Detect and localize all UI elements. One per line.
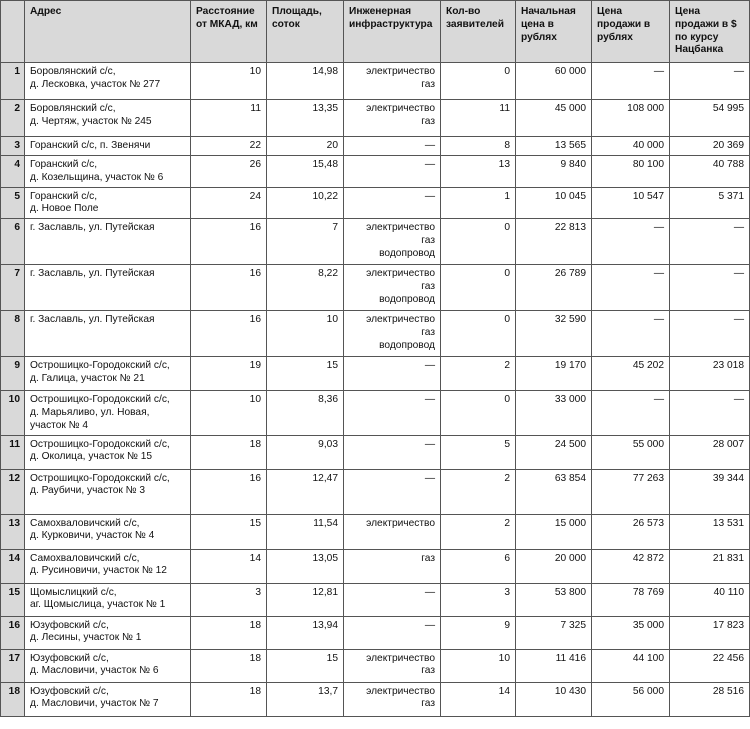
infrastructure-cell: — — [344, 357, 441, 391]
sale-price-rub-cell: — — [592, 311, 670, 357]
sale-price-rub-cell: 42 872 — [592, 549, 670, 583]
infrastructure-cell: электричество газ — [344, 63, 441, 100]
infrastructure-cell: электричество газ — [344, 100, 441, 137]
sale-price-rub-cell: 55 000 — [592, 435, 670, 469]
sale-price-usd-cell: 40 110 — [670, 583, 750, 616]
applicants-cell: 11 — [441, 100, 516, 137]
distance-cell: 18 — [191, 649, 267, 682]
area-cell: 9,03 — [267, 435, 344, 469]
table-row — [1, 100, 750, 137]
start-price-cell: 45 000 — [516, 100, 592, 137]
table-header — [1, 1, 750, 63]
infrastructure-cell: — — [344, 583, 441, 616]
start-price-cell: 10 430 — [516, 682, 592, 716]
area-cell: 20 — [267, 137, 344, 156]
table-row — [1, 357, 750, 391]
sale-price-usd-cell: 40 788 — [670, 156, 750, 188]
infrastructure-cell: — — [344, 137, 441, 156]
infrastructure-cell: — — [344, 391, 441, 435]
distance-cell: 18 — [191, 435, 267, 469]
sale-price-rub-cell: — — [592, 265, 670, 311]
area-cell: 12,81 — [267, 583, 344, 616]
sale-price-rub-cell: 77 263 — [592, 469, 670, 514]
header-start-price: Начальная цена в рублях — [516, 1, 592, 63]
table-row — [1, 682, 750, 716]
sale-price-rub-cell: 26 573 — [592, 514, 670, 549]
infrastructure-cell: — — [344, 469, 441, 514]
header-area: Площадь, соток — [267, 1, 344, 63]
area-cell: 15 — [267, 357, 344, 391]
header-sale-price-rub: Цена продажи в рублях — [592, 1, 670, 63]
header-distance: Расстояние от МКАД, км — [191, 1, 267, 63]
sale-price-usd-cell: 17 823 — [670, 616, 750, 649]
sale-price-rub-cell: 108 000 — [592, 100, 670, 137]
distance-cell: 16 — [191, 469, 267, 514]
address-cell: Боровлянский с/с, д. Лесковка, участок № 277 — [25, 63, 191, 100]
area-cell: 15,48 — [267, 156, 344, 188]
sale-price-usd-cell: — — [670, 219, 750, 265]
table-row — [1, 616, 750, 649]
row-number: 16 — [1, 616, 25, 649]
applicants-cell: 5 — [441, 435, 516, 469]
area-cell: 13,05 — [267, 549, 344, 583]
header-infrastructure: Инженерная инфраструктура — [344, 1, 441, 63]
sale-price-rub-cell: 45 202 — [592, 357, 670, 391]
address-cell: Юзуфовский с/с, д. Масловичи, участок № 7 — [25, 682, 191, 716]
start-price-cell: 32 590 — [516, 311, 592, 357]
sale-price-usd-cell: 28 007 — [670, 435, 750, 469]
address-cell: Горанский с/с, п. Звенячи — [25, 137, 191, 156]
sale-price-usd-cell: — — [670, 63, 750, 100]
row-number: 15 — [1, 583, 25, 616]
area-cell: 10,22 — [267, 187, 344, 219]
area-cell: 7 — [267, 219, 344, 265]
distance-cell: 24 — [191, 187, 267, 219]
row-number: 7 — [1, 265, 25, 311]
row-number: 13 — [1, 514, 25, 549]
distance-cell: 14 — [191, 549, 267, 583]
sale-price-usd-cell: 54 995 — [670, 100, 750, 137]
distance-cell: 3 — [191, 583, 267, 616]
area-cell: 13,94 — [267, 616, 344, 649]
infrastructure-cell: — — [344, 187, 441, 219]
area-cell: 11,54 — [267, 514, 344, 549]
sale-price-usd-cell: — — [670, 391, 750, 435]
row-number: 12 — [1, 469, 25, 514]
applicants-cell: 2 — [441, 514, 516, 549]
start-price-cell: 33 000 — [516, 391, 592, 435]
sale-price-rub-cell: 78 769 — [592, 583, 670, 616]
sale-price-usd-cell: 20 369 — [670, 137, 750, 156]
infrastructure-cell: электричество газ водопровод — [344, 265, 441, 311]
start-price-cell: 11 416 — [516, 649, 592, 682]
start-price-cell: 60 000 — [516, 63, 592, 100]
row-number: 11 — [1, 435, 25, 469]
address-cell: г. Заславль, ул. Путейская — [25, 265, 191, 311]
row-number: 4 — [1, 156, 25, 188]
sale-price-rub-cell: 40 000 — [592, 137, 670, 156]
row-number: 18 — [1, 682, 25, 716]
sale-price-usd-cell: 23 018 — [670, 357, 750, 391]
table-row — [1, 63, 750, 100]
table-row — [1, 156, 750, 188]
row-number: 5 — [1, 187, 25, 219]
area-cell: 8,22 — [267, 265, 344, 311]
distance-cell: 15 — [191, 514, 267, 549]
distance-cell: 16 — [191, 219, 267, 265]
table-row — [1, 583, 750, 616]
table-row — [1, 391, 750, 435]
applicants-cell: 8 — [441, 137, 516, 156]
address-cell: Горанский с/с, д. Новое Поле — [25, 187, 191, 219]
row-number: 6 — [1, 219, 25, 265]
applicants-cell: 6 — [441, 549, 516, 583]
infrastructure-cell: — — [344, 435, 441, 469]
sale-price-usd-cell: 13 531 — [670, 514, 750, 549]
address-cell: г. Заславль, ул. Путейская — [25, 311, 191, 357]
sale-price-rub-cell: 10 547 — [592, 187, 670, 219]
applicants-cell: 14 — [441, 682, 516, 716]
sale-price-usd-cell: 22 456 — [670, 649, 750, 682]
address-cell: Острошицко-Городокский с/с, д. Околица, участок № 15 — [25, 435, 191, 469]
table-row — [1, 549, 750, 583]
table-row — [1, 137, 750, 156]
infrastructure-cell: электричество газ водопровод — [344, 311, 441, 357]
applicants-cell: 0 — [441, 63, 516, 100]
start-price-cell: 10 045 — [516, 187, 592, 219]
address-cell: г. Заславль, ул. Путейская — [25, 219, 191, 265]
start-price-cell: 22 813 — [516, 219, 592, 265]
distance-cell: 26 — [191, 156, 267, 188]
area-cell: 15 — [267, 649, 344, 682]
header-row — [1, 1, 750, 63]
distance-cell: 10 — [191, 391, 267, 435]
start-price-cell: 13 565 — [516, 137, 592, 156]
table-row — [1, 219, 750, 265]
applicants-cell: 2 — [441, 357, 516, 391]
address-cell: Острошицко-Городокский с/с, д. Галица, участок № 21 — [25, 357, 191, 391]
sale-price-rub-cell: — — [592, 391, 670, 435]
area-cell: 13,35 — [267, 100, 344, 137]
header-number — [1, 1, 25, 63]
start-price-cell: 7 325 — [516, 616, 592, 649]
distance-cell: 22 — [191, 137, 267, 156]
address-cell: Самохваловичский с/с, д. Курковичи, участок № 4 — [25, 514, 191, 549]
distance-cell: 18 — [191, 616, 267, 649]
applicants-cell: 2 — [441, 469, 516, 514]
infrastructure-cell: электричество газ — [344, 682, 441, 716]
infrastructure-cell: газ — [344, 549, 441, 583]
row-number: 2 — [1, 100, 25, 137]
area-cell: 8,36 — [267, 391, 344, 435]
distance-cell: 16 — [191, 311, 267, 357]
applicants-cell: 0 — [441, 219, 516, 265]
table-row — [1, 187, 750, 219]
start-price-cell: 26 789 — [516, 265, 592, 311]
sale-price-rub-cell: 56 000 — [592, 682, 670, 716]
row-number: 1 — [1, 63, 25, 100]
start-price-cell: 15 000 — [516, 514, 592, 549]
address-cell: Юзуфовский с/с, д. Масловичи, участок № 6 — [25, 649, 191, 682]
table-body — [1, 63, 750, 717]
infrastructure-cell: — — [344, 156, 441, 188]
sale-price-rub-cell: — — [592, 63, 670, 100]
area-cell: 14,98 — [267, 63, 344, 100]
start-price-cell: 9 840 — [516, 156, 592, 188]
table-row — [1, 435, 750, 469]
address-cell: Острошицко-Городокский с/с, д. Раубичи, участок № 3 — [25, 469, 191, 514]
start-price-cell: 19 170 — [516, 357, 592, 391]
sale-price-usd-cell: 39 344 — [670, 469, 750, 514]
header-sale-price-usd: Цена продажи в $ по курсу Нацбанка — [670, 1, 750, 63]
table-row — [1, 311, 750, 357]
distance-cell: 18 — [191, 682, 267, 716]
infrastructure-cell: электричество газ — [344, 649, 441, 682]
distance-cell: 16 — [191, 265, 267, 311]
address-cell: Острошицко-Городокский с/с, д. Марьяливо, ул. Новая, участок № 4 — [25, 391, 191, 435]
distance-cell: 11 — [191, 100, 267, 137]
sale-price-rub-cell: 35 000 — [592, 616, 670, 649]
sale-price-rub-cell: — — [592, 219, 670, 265]
sale-price-rub-cell: 44 100 — [592, 649, 670, 682]
header-applicants: Кол-во заявителей — [441, 1, 516, 63]
address-cell: Самохваловичский с/с, д. Русиновичи, участок № 12 — [25, 549, 191, 583]
table-row — [1, 469, 750, 514]
distance-cell: 19 — [191, 357, 267, 391]
applicants-cell: 0 — [441, 391, 516, 435]
row-number: 8 — [1, 311, 25, 357]
applicants-cell: 3 — [441, 583, 516, 616]
row-number: 17 — [1, 649, 25, 682]
address-cell: Горанский с/с, д. Козельщина, участок № 6 — [25, 156, 191, 188]
distance-cell: 10 — [191, 63, 267, 100]
applicants-cell: 0 — [441, 311, 516, 357]
sale-price-rub-cell: 80 100 — [592, 156, 670, 188]
row-number: 10 — [1, 391, 25, 435]
area-cell: 10 — [267, 311, 344, 357]
infrastructure-cell: электричество газ водопровод — [344, 219, 441, 265]
row-number: 9 — [1, 357, 25, 391]
area-cell: 12,47 — [267, 469, 344, 514]
infrastructure-cell: электричество — [344, 514, 441, 549]
start-price-cell: 20 000 — [516, 549, 592, 583]
applicants-cell: 0 — [441, 265, 516, 311]
header-address: Адрес — [25, 1, 191, 63]
applicants-cell: 1 — [441, 187, 516, 219]
address-cell: Юзуфовский с/с, д. Лесины, участок № 1 — [25, 616, 191, 649]
applicants-cell: 13 — [441, 156, 516, 188]
table-row — [1, 649, 750, 682]
applicants-cell: 9 — [441, 616, 516, 649]
start-price-cell: 53 800 — [516, 583, 592, 616]
start-price-cell: 63 854 — [516, 469, 592, 514]
sale-price-usd-cell: 5 371 — [670, 187, 750, 219]
applicants-cell: 10 — [441, 649, 516, 682]
address-cell: Щомыслицкий с/с, аг. Щомыслица, участок № 1 — [25, 583, 191, 616]
row-number: 14 — [1, 549, 25, 583]
table-row — [1, 265, 750, 311]
address-cell: Боровлянский с/с, д. Чертяж, участок № 245 — [25, 100, 191, 137]
sale-price-usd-cell: — — [670, 265, 750, 311]
sale-price-usd-cell: — — [670, 311, 750, 357]
sale-price-usd-cell: 21 831 — [670, 549, 750, 583]
table-row — [1, 514, 750, 549]
row-number: 3 — [1, 137, 25, 156]
sale-price-usd-cell: 28 516 — [670, 682, 750, 716]
area-cell: 13,7 — [267, 682, 344, 716]
infrastructure-cell: — — [344, 616, 441, 649]
start-price-cell: 24 500 — [516, 435, 592, 469]
